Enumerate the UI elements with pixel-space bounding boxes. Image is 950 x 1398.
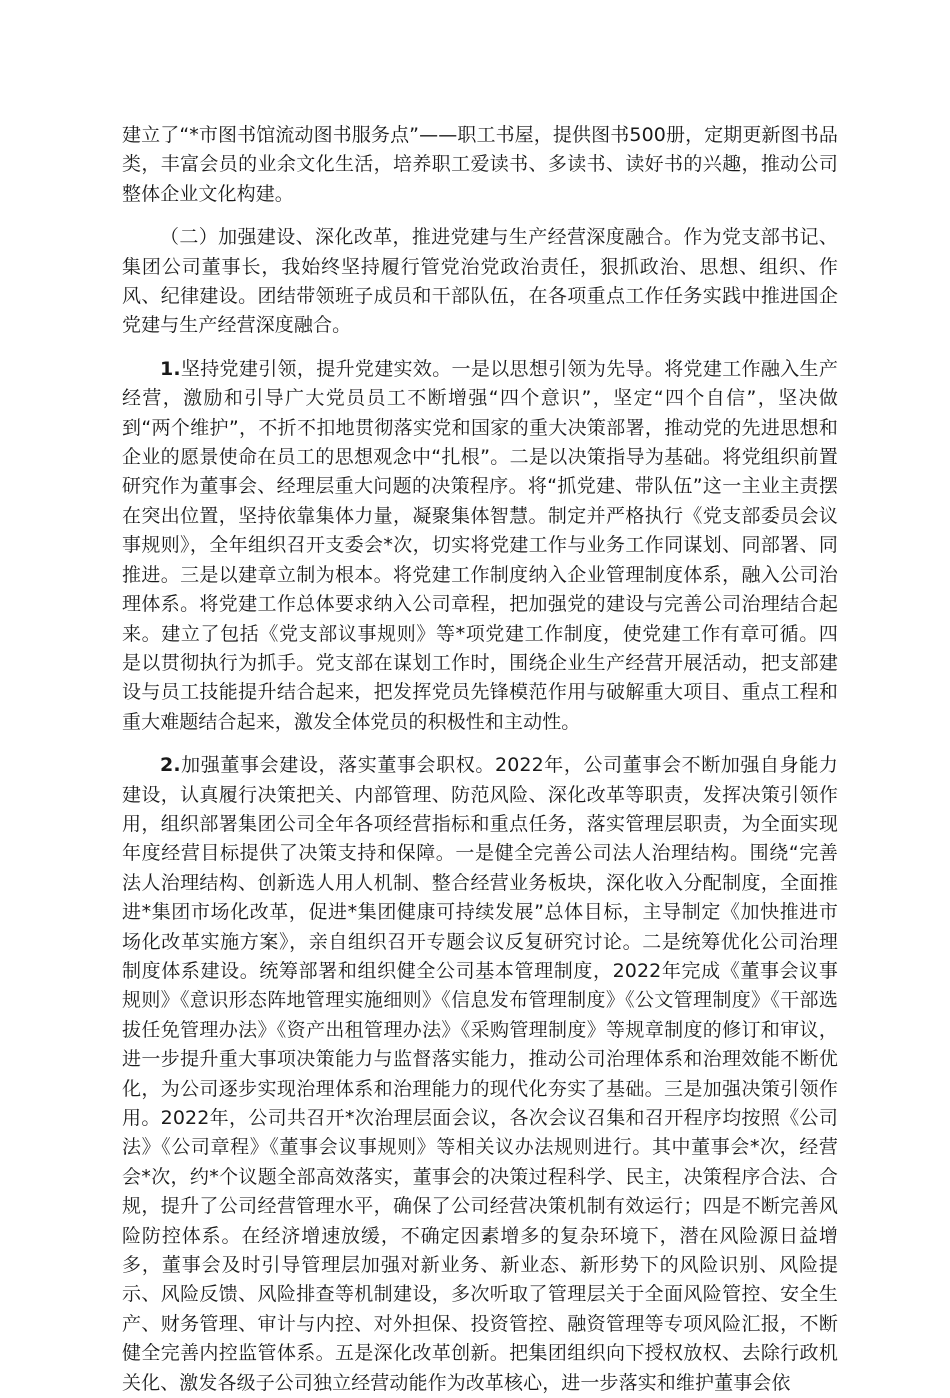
paragraph-4-text: 加强董事会建设，落实董事会职权。2022年，公司董事会不断加强自身能力建设，认真履行决策把关、内部管理、防范风险、深化改革等职责，发挥决策引领作用，组织部署集团公司全年各项经营指标和重点任务，落实管理层职责，为全面实现年度经营目标提供了决策支持和保障。一是健全完善公司法人治理结构。围绕“完善法人治理结构、创新选人用人机制、整合经营业务板块，深化收入分配制度，全面推进*集团市场化改革，促进*集团健康可持续发展”总体目标，主导制定《加快推进市场化改革实施方案》，亲自组织召开专题会议反复研究讨论。二是统筹优化公司治理制度体系建设。统筹部署和组织健全公司基本管理制度，2022年完成《董事会议事规则》《意识形态阵地管理实施细则》《信息发布管理制度》《公文管理制度》《干部选拔任免管理办法》《资产出租管理办法》《采购管理制度》等规章制度的修订和审议，进一步提升重大事项决策能力与监督落实能力，推动公司治理体系和治理效能不断优化，为公司逐步实现治理体系和治理能力的现代化夯实了基础。三是加强决策引领作用。2022年，公司共召开*次治理层面会议，各次会议召集和召开程序均按照《公司法》《公司章程》《董事会议事规则》等相关议办法规则进行。其中董事会*次，经营会*次，约*个议题全部高效落实，董事会的决策过程科学、民主，决策程序合法、合规，提升了公司经营管理水平，确保了公司经营决策机制有效运行；四是不断完善风险防控体系。在经济增速放缓，不确定因素增多的复杂环境下，潜在风险源日益增多，董事会及时引导管理层加强对新业务、新业态、新形势下的风险识别、风险提示、风险反馈、风险排查等机制建设，多次听取了管理层关于全面风险管控、安全生产、财务管理、审计与内控、对外担保、投资管控、融资管理等专项风险汇报，不断健全完善内控监管体系。五是深化改革创新。把集团组织向下授权放权、去除行政机关化、激发各级子公司独立经营动能作为改革核心，进一步落实和维护董事会依 (122, 754, 838, 1394)
item-number: 1. (160, 357, 181, 380)
paragraph-1: 建立了“*市图书馆流动图书服务点”——职工书屋，提供图书500册，定期更新图书品类，丰富会员的业余文化生活，培养职工爱读书、多读书、读好书的兴趣，推动公司整体企业文化构建。 (122, 124, 838, 205)
paragraph-3-text: 坚持党建引领，提升党建实效。一是以思想引领为先导。将党建工作融入生产经营，激励和引导广大党员员工不断增强“四个意识”，坚定“四个自信”，坚决做到“两个维护”，不折不扣地贯彻落实党和国家的重大决策部署，推动党的先进思想和企业的愿景使命在员工的思想观念中“扎根”。二是以决策指导为基础。将党组织前置研究作为董事会、经理层重大问题的决策程序。将“抓党建、带队伍”这一主业主责摆在突出位置，坚持依靠集体力量，凝聚集体智慧。制定并严格执行《党支部委员会议事规则》，全年组织召开支委会*次，切实将党建工作与业务工作同谋划、同部署、同推进。三是以建章立制为根本。将党建工作制度纳入企业管理制度体系，融入公司治理体系。将党建工作总体要求纳入公司章程，把加强党的建设与完善公司治理结合起来。建立了包括《党支部议事规则》等*项党建工作制度，使党建工作有章可循。四是以贯彻执行为抓手。党支部在谋划工作时，围绕企业生产经营开展活动，把支部建设与员工技能提升结合起来，把发挥党员先锋模范作用与破解重大项目、重点工程和重大难题结合起来，激发全体党员的积极性和主动性。 (122, 357, 838, 733)
paragraph-2-section-heading: （二）加强建设、深化改革，推进党建与生产经营深度融合。作为党支部书记、集团公司董事长，我始终坚持履行管党治党政治责任，狠抓政治、思想、组织、作风、纪律建设。团结带领班子成员和干部队伍，在各项重点工作任务实践中推进国企党建与生产经营深度融合。 (122, 226, 838, 337)
item-number: 2. (160, 754, 181, 777)
paragraph-4-board-building (122, 751, 838, 1398)
document-page (122, 121, 838, 1398)
paragraph-3-party-building (122, 355, 838, 737)
